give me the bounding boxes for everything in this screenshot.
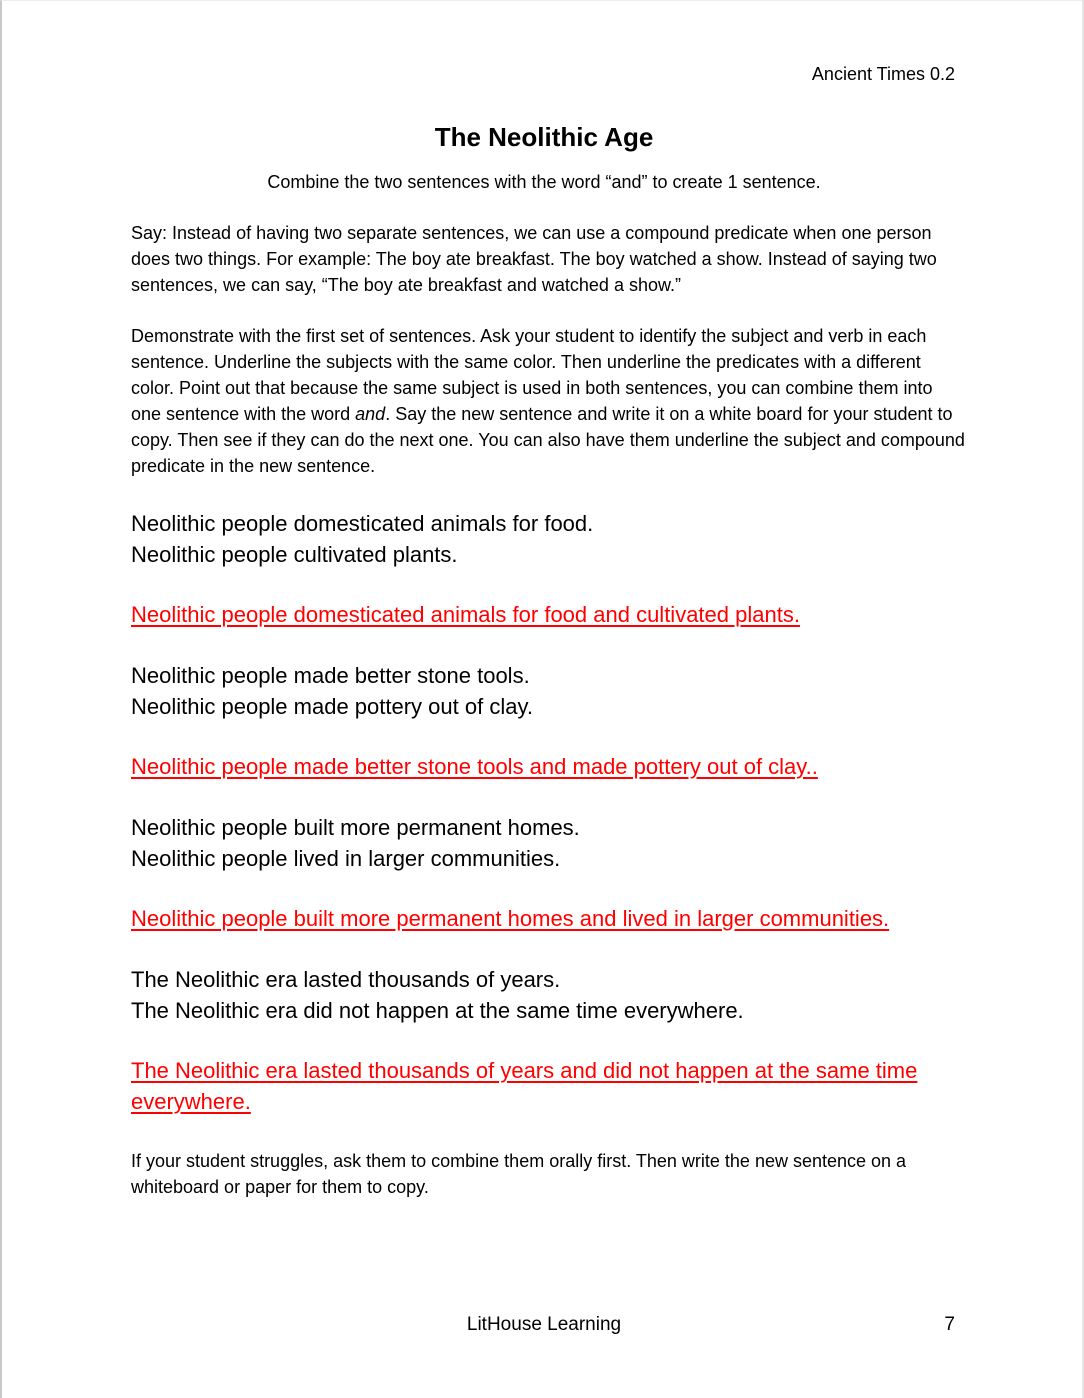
- page-number: 7: [944, 1314, 955, 1335]
- exercise-1-answer: Neolithic people domesticated animals for food and cultivated plants.: [131, 602, 800, 627]
- exercise-2-answer: Neolithic people made better stone tools and made pottery out of clay..: [131, 754, 818, 779]
- instructions-text-after: . Say the new sentence and write it on a white board for your student to copy. Then see if they can do the next one. You can also have them underline the subject and compound predicate in the new sentence.: [131, 404, 965, 476]
- instructions-text-before: Demonstrate with the first set of sentences. Ask your student to identify the subject and verb in each sentence. Underline the subjects with the same color. Then underline the predicates with a different color. Point out that because the same subject is used in both sentences, you can combine them into one sentence with the word: [131, 326, 933, 424]
- instructions-emphasis: and: [355, 404, 386, 424]
- exercise-3-sentence-2: Neolithic people lived in larger communities.: [131, 846, 561, 871]
- exercise-4-sentence-1: The Neolithic era lasted thousands of years.: [131, 967, 561, 992]
- exercise-2-sentence-2: Neolithic people made pottery out of clay.: [131, 694, 533, 719]
- instructions-paragraph: [131, 323, 966, 479]
- intro-paragraph: Say: Instead of having two separate sentences, we can use a compound predicate when one person does two things. For example: The boy ate breakfast. The boy watched a show. Instead of saying two sentences, we can say, “The boy ate breakfast and watched a show.”: [131, 223, 937, 295]
- exercise-3-answer: Neolithic people built more permanent homes and lived in larger communities.: [131, 906, 890, 931]
- exercise-4-sentences: [131, 964, 971, 1026]
- footer-publisher: LitHouse Learning: [466, 1314, 622, 1335]
- exercise-1-sentence-1: Neolithic people domesticated animals for food.: [131, 511, 594, 536]
- exercise-4-sentence-2: The Neolithic era did not happen at the same time everywhere.: [131, 998, 744, 1023]
- exercise-4-answer: The Neolithic era lasted thousands of years and did not happen at the same time everywhere.: [131, 1058, 918, 1114]
- exercise-2-sentence-1: Neolithic people made better stone tools.: [131, 663, 530, 688]
- exercise-1-sentence-2: Neolithic people cultivated plants.: [131, 542, 458, 567]
- closing-paragraph: If your student struggles, ask them to combine them orally first. Then write the new sentence on a whiteboard or paper for them to copy.: [131, 1151, 907, 1197]
- page-title: The Neolithic Age: [434, 122, 654, 152]
- page-subtitle: Combine the two sentences with the word “and” to create 1 sentence.: [267, 172, 821, 192]
- exercise-2-sentences: [131, 660, 971, 722]
- document-label: Ancient Times 0.2: [811, 64, 955, 84]
- exercise-3-sentences: [131, 812, 971, 874]
- exercise-1-sentences: [131, 508, 971, 570]
- exercise-3-sentence-1: Neolithic people built more permanent homes.: [131, 815, 580, 840]
